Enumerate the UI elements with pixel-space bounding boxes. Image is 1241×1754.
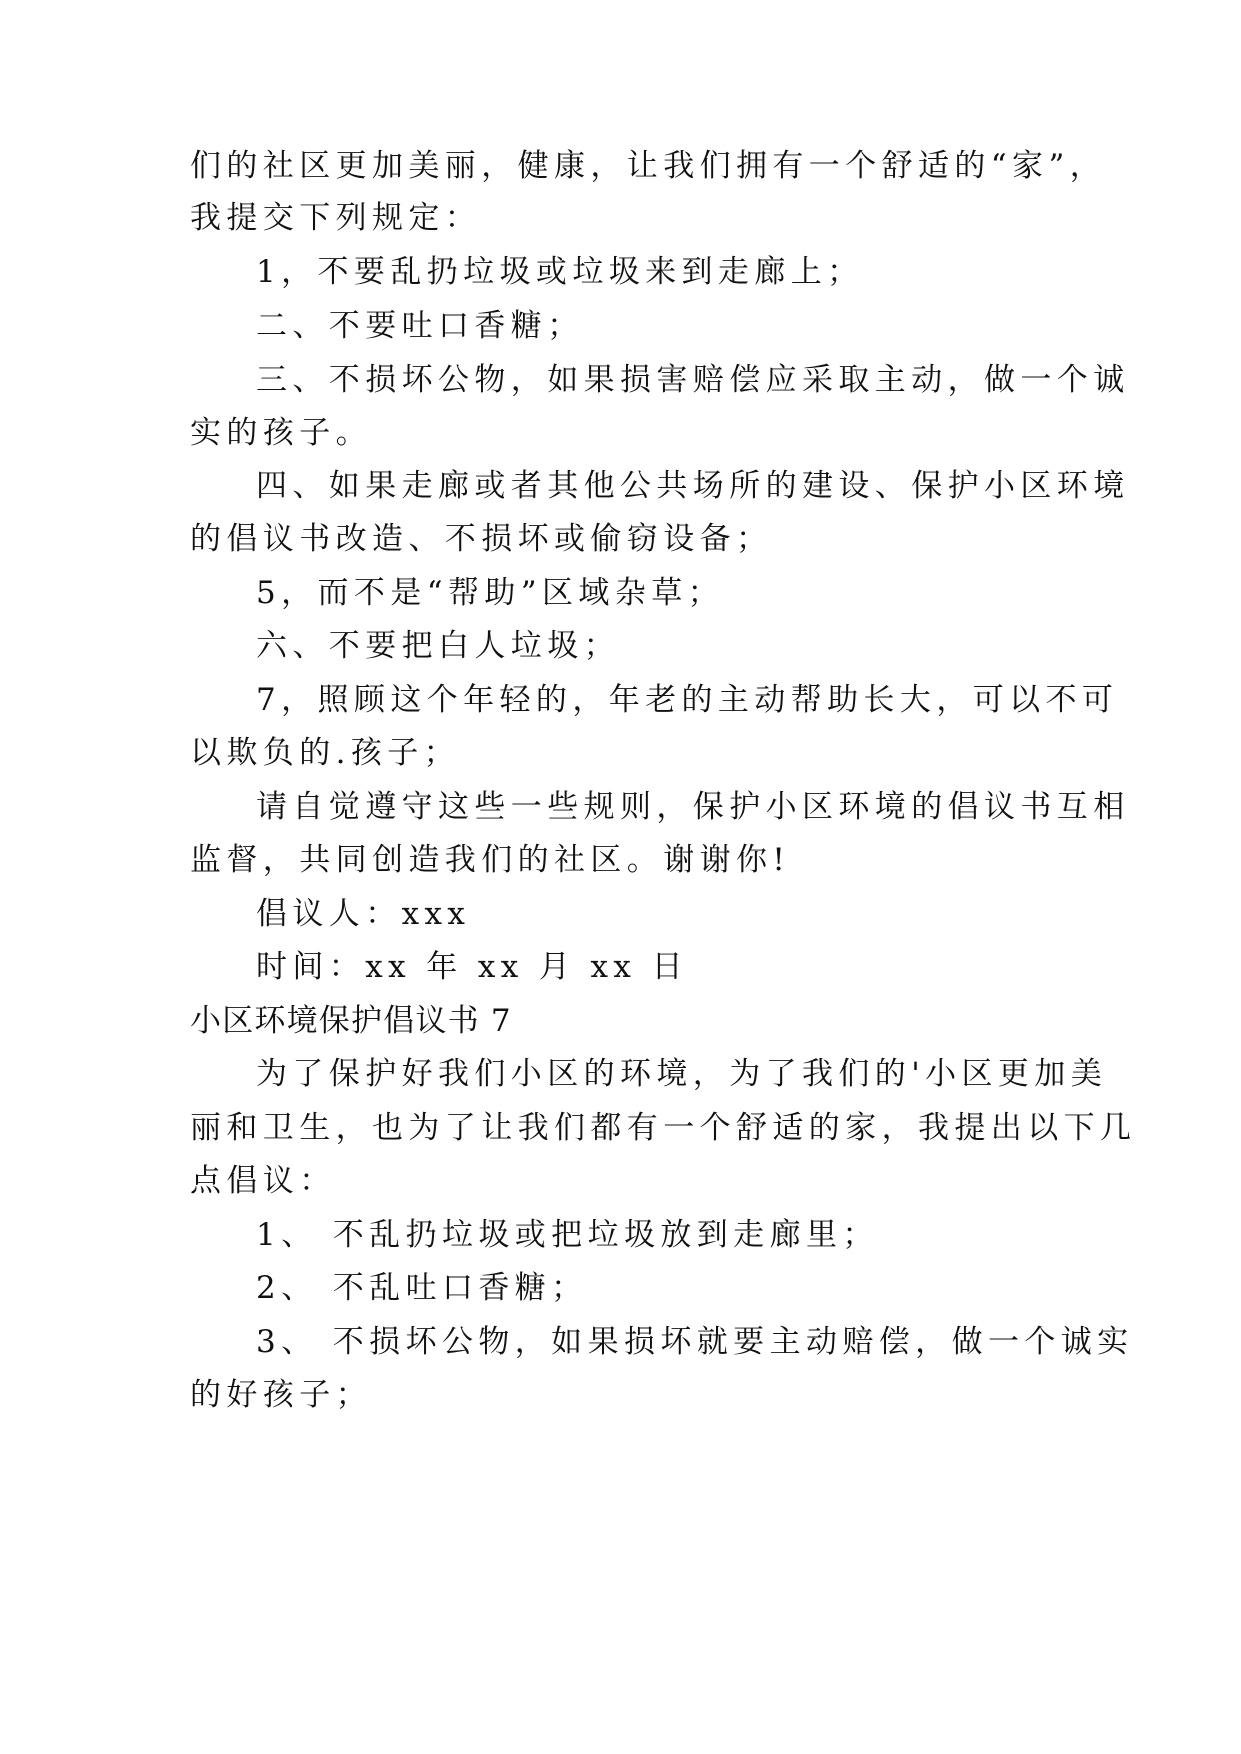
paragraph-line: 请自觉遵守这些一些规则，保护小区环境的倡议书互相	[256, 789, 1130, 825]
paragraph-line: 为了保护好我们小区的环境，为了我们的'小区更加美	[256, 1056, 1108, 1092]
paragraph-line: 点倡议：	[190, 1163, 336, 1199]
list-item: 7，照顾这个年轻的，年老的主动帮助长大，可以不可	[256, 682, 1119, 718]
paragraph-line: 们的社区更加美丽，健康，让我们拥有一个舒适的“家”，	[190, 148, 1107, 184]
list-item: 3、 不损坏公物，如果损坏就要主动赔偿，做一个诚实	[256, 1324, 1134, 1360]
paragraph-line: 实的孩子。	[190, 415, 372, 451]
list-item: 2、 不乱吐口香糖；	[256, 1270, 588, 1306]
paragraph-line: 监督，共同创造我们的社区。谢谢你!	[190, 842, 791, 878]
list-item: 5，而不是“帮助”区域杂草；	[256, 575, 725, 611]
paragraph-line: 以欺负的.孩子；	[190, 735, 461, 771]
list-item: 1、 不乱扔垃圾或把垃圾放到走廊里；	[256, 1217, 879, 1253]
section-heading: 小区环境保护倡议书 7	[190, 1003, 512, 1039]
paragraph-line: 我提交下列规定：	[190, 200, 482, 236]
paragraph-line: 丽和卫生，也为了让我们都有一个舒适的家，我提出以下几	[190, 1110, 1137, 1146]
list-item: 六、不要把白人垃圾；	[256, 628, 620, 664]
list-item: 三、不损坏公物，如果损害赔偿应采取主动，做一个诚	[256, 362, 1130, 398]
paragraph-line: 的倡议书改造、不损坏或偷窃设备；	[190, 521, 773, 557]
list-item: 二、不要吐口香糖；	[256, 308, 584, 344]
paragraph-line: 的好孩子；	[190, 1377, 372, 1413]
list-item: 1，不要乱扔垃圾或垃圾来到走廊上；	[256, 254, 864, 290]
date-line: 时间：xx 年 xx 月 xx 日	[256, 949, 688, 985]
signature-line: 倡议人：xxx	[256, 896, 471, 932]
list-item: 四、如果走廊或者其他公共场所的建设、保护小区环境	[256, 468, 1130, 504]
